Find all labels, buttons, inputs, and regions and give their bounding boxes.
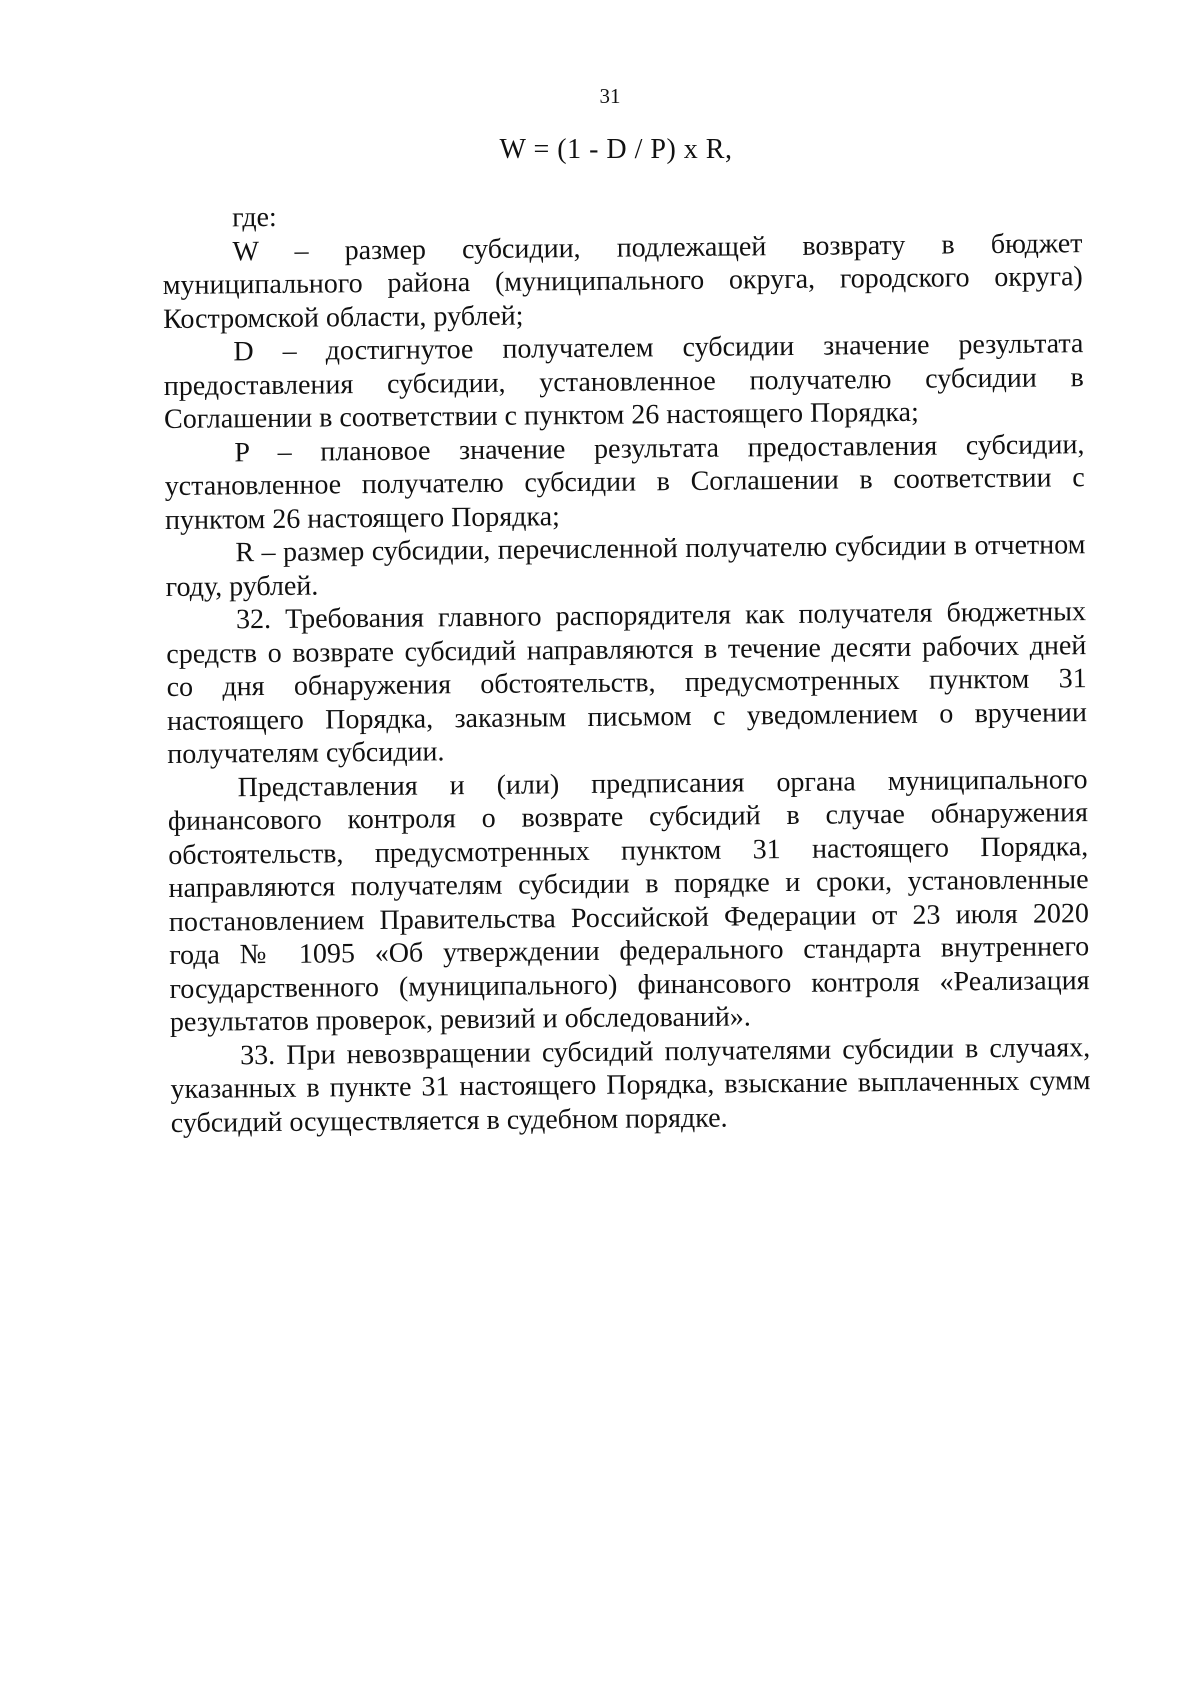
paragraph-definition-r: R – размер субсидии, перечисленной получателю субсидии в отчетном году, рублей. <box>165 529 1086 603</box>
paragraph-item-33: 33. При невозвращении субсидий получателями субсидии в случаях, указанных в пункте 31 настоящего Порядка, взыскание выплаченных сумм субсидий осуществляется в судебном порядке. <box>170 1031 1091 1139</box>
body-text <box>162 193 1091 1140</box>
paragraph-definition-p: P – плановое значение результата предоставления субсидии, установленное получателю субсидии в Соглашении в соответствии с пунктом 26 настоящего Порядка; <box>164 428 1085 536</box>
page-number: 31 <box>599 84 621 108</box>
paragraph-representations: Представления и (или) предписания органа муниципального финансового контроля о возврате субсидий в случае обнаружения обстоятельств, предусмотренных пунктом 31 настоящего Порядка, направляются получателям субсидии в порядке и сроки, установленные постановлением Правительства Российской Федерации от 23 июля 2020 года № 1095 «Об утверждении федерального стандарта внутреннего государственного (муниципального) финансового контроля «Реализация результатов проверок, ревизий и обследований». <box>167 763 1090 1038</box>
paragraph-definition-w: W – размер субсидии, подлежащей возврату в бюджет муниципального района (муниципального округа, городского округа) Костромской области, рублей; <box>162 227 1083 335</box>
paragraph-definition-d: D – достигнутое получателем субсидии значение результата предоставления субсидии, установленное получателю субсидии в Соглашении в соответствии с пунктом 26 настоящего Порядка; <box>163 328 1084 435</box>
formula: W = (1 - D / P) x R, <box>499 134 733 165</box>
paragraph-item-32: 32. Требования главного распорядителя как получателя бюджетных средств о возврате субсидий направляются в течение десяти рабочих дней со дня обнаружения обстоятельств, предусмотренных пунктом 31 настоящего Порядка, заказным письмом с уведомлением о вручении получателям субсидии. <box>166 596 1088 770</box>
paragraph-where: где: <box>232 201 277 234</box>
